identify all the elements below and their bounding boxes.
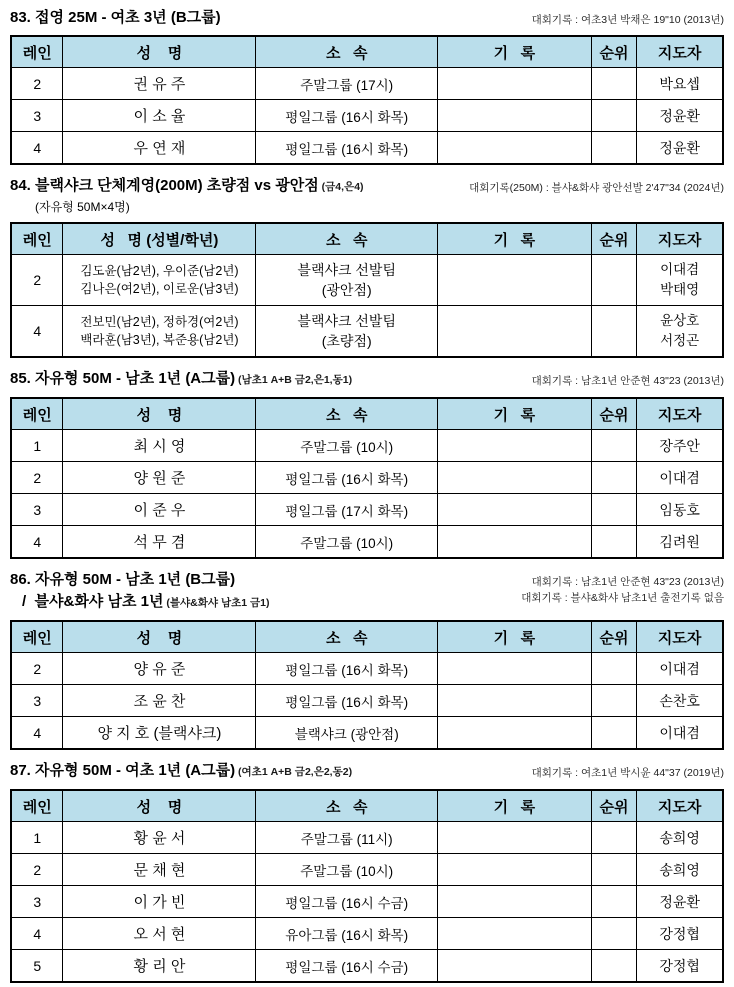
rank-cell [591, 462, 637, 494]
heat-table [10, 35, 724, 165]
column-header: 레인 [11, 223, 63, 255]
name-cell: 황 리 안 [63, 950, 256, 983]
table-row [11, 526, 723, 559]
table-head [11, 398, 723, 430]
name-cell: 김도윤(남2년), 우이준(남2년) 김나은(여2년), 이로운(남3년) [63, 255, 256, 306]
lane-cell: 2 [11, 462, 63, 494]
coach-cell: 윤상호 서정곤 [637, 306, 723, 358]
column-header: 성 명 (성별/학년) [63, 223, 256, 255]
table-head [11, 621, 723, 653]
name-cell: 황 윤 서 [63, 822, 256, 854]
lane-cell: 4 [11, 306, 63, 358]
rank-cell [591, 430, 637, 462]
start-list-page [10, 7, 724, 983]
rank-cell [591, 822, 637, 854]
record-cell [437, 854, 591, 886]
record-cell [437, 494, 591, 526]
section-header [10, 368, 724, 391]
header-row [11, 398, 723, 430]
table-body [11, 430, 723, 559]
lane-cell: 3 [11, 100, 63, 132]
event-titles [10, 175, 469, 216]
coach-cell: 장주안 [637, 430, 723, 462]
column-header: 기 록 [437, 621, 591, 653]
event-title: / 블샤&화샤 남초 1년 (블샤&화샤 남초1 금1) [22, 593, 270, 610]
record-cell [437, 653, 591, 685]
table-row [11, 822, 723, 854]
name-cell: 이 가 빈 [63, 886, 256, 918]
affiliation-cell: 주말그룹 (17시) [256, 68, 438, 100]
column-header: 소 속 [256, 790, 438, 822]
record-cell [437, 255, 591, 306]
affiliation-cell: 평일그룹 (16시 수금) [256, 886, 438, 918]
event-title: 83. 접영 25M - 여초 3년 (B그룹) [10, 9, 221, 26]
affiliation-cell: 주말그룹 (10시) [256, 854, 438, 886]
event-titles [10, 7, 532, 29]
column-header: 순위 [591, 398, 637, 430]
event-title-note: (블샤&화샤 남초1 금1) [163, 597, 270, 609]
rank-cell [591, 653, 637, 685]
coach-cell: 정윤환 [637, 132, 723, 165]
column-header: 지도자 [637, 223, 723, 255]
column-header: 기 록 [437, 36, 591, 68]
heat-table [10, 620, 724, 750]
lane-cell: 2 [11, 854, 63, 886]
coach-cell: 정윤환 [637, 886, 723, 918]
column-header: 기 록 [437, 223, 591, 255]
event-subtitle: (자유형 50M×4명) [35, 200, 130, 214]
rank-cell [591, 494, 637, 526]
header-row [11, 36, 723, 68]
record-cell [437, 100, 591, 132]
event-title-note: (여초1 A+B 금2,은2,동2) [235, 766, 353, 778]
coach-cell: 이대겸 [637, 653, 723, 685]
rank-cell [591, 685, 637, 717]
table-row [11, 100, 723, 132]
column-header: 지도자 [637, 790, 723, 822]
heat-table [10, 397, 724, 559]
table-body [11, 255, 723, 358]
column-header: 성 명 [63, 621, 256, 653]
table-head [11, 790, 723, 822]
rank-cell [591, 68, 637, 100]
rank-cell [591, 854, 637, 886]
affiliation-cell: 평일그룹 (16시 화목) [256, 132, 438, 165]
column-header: 성 명 [63, 398, 256, 430]
name-cell: 우 연 재 [63, 132, 256, 165]
name-cell: 이 소 율 [63, 100, 256, 132]
event-titles [10, 760, 532, 783]
table-body [11, 822, 723, 983]
coach-cell: 이대겸 [637, 717, 723, 750]
column-header: 순위 [591, 36, 637, 68]
coach-cell: 이대겸 박태영 [637, 255, 723, 306]
affiliation-cell: 주말그룹 (10시) [256, 430, 438, 462]
column-header: 지도자 [637, 621, 723, 653]
lane-cell: 2 [11, 255, 63, 306]
record-cell [437, 822, 591, 854]
event-title: 85. 자유형 50M - 남초 1년 (A그룹) (남초1 A+B 금2,은1,동1) [10, 370, 353, 387]
record-cell [437, 68, 591, 100]
column-header: 기 록 [437, 398, 591, 430]
event-section-84 [10, 175, 724, 358]
column-header: 레인 [11, 790, 63, 822]
affiliation-cell: 평일그룹 (16시 화목) [256, 653, 438, 685]
lane-cell: 3 [11, 886, 63, 918]
rank-cell [591, 950, 637, 983]
table-row [11, 68, 723, 100]
lane-cell: 1 [11, 822, 63, 854]
coach-cell: 강정협 [637, 918, 723, 950]
table-row [11, 653, 723, 685]
lane-cell: 2 [11, 68, 63, 100]
record-cell [437, 717, 591, 750]
event-title: 86. 자유형 50M - 남초 1년 (B그룹) [10, 571, 236, 588]
table-row [11, 462, 723, 494]
name-cell: 양 유 준 [63, 653, 256, 685]
event-title-note: (남초1 A+B 금2,은1,동1) [235, 374, 353, 386]
meet-record-text: 대회기록 : 남초1년 안준현 43"23 (2013년) 대회기록 : 블샤&화샤 남초1년 출전기록 없음 [521, 576, 724, 604]
column-header: 레인 [11, 621, 63, 653]
column-header: 지도자 [637, 398, 723, 430]
coach-cell: 정윤환 [637, 100, 723, 132]
name-cell: 전보민(남2년), 정하경(여2년) 백라훈(남3년), 복준용(남2년) [63, 306, 256, 358]
header-row [11, 621, 723, 653]
affiliation-cell: 블랙샤크 선발팀 (초량점) [256, 306, 438, 358]
lane-cell: 4 [11, 526, 63, 559]
header-row [11, 790, 723, 822]
lane-cell: 3 [11, 685, 63, 717]
lane-cell: 3 [11, 494, 63, 526]
event-titles [10, 368, 532, 391]
lane-cell: 2 [11, 653, 63, 685]
event-title-note: (금4,은4) [318, 181, 364, 193]
affiliation-cell: 주말그룹 (11시) [256, 822, 438, 854]
rank-cell [591, 255, 637, 306]
affiliation-cell: 평일그룹 (16시 화목) [256, 100, 438, 132]
affiliation-cell: 평일그룹 (16시 화목) [256, 462, 438, 494]
table-row [11, 132, 723, 165]
lane-cell: 5 [11, 950, 63, 983]
rank-cell [591, 100, 637, 132]
coach-cell: 강정협 [637, 950, 723, 983]
heat-table [10, 222, 724, 358]
section-header [10, 760, 724, 783]
column-header: 소 속 [256, 621, 438, 653]
rank-cell [591, 717, 637, 750]
table-body [11, 68, 723, 165]
table-row [11, 255, 723, 306]
name-cell: 최 시 영 [63, 430, 256, 462]
table-row [11, 854, 723, 886]
table-row [11, 494, 723, 526]
column-header: 지도자 [637, 36, 723, 68]
table-head [11, 36, 723, 68]
heat-table [10, 789, 724, 983]
meet-record-text: 대회기록 : 여초3년 박채은 19"10 (2013년) [531, 14, 724, 26]
table-body [11, 653, 723, 750]
table-row [11, 717, 723, 750]
record-cell [437, 132, 591, 165]
name-cell: 이 준 우 [63, 494, 256, 526]
affiliation-cell: 평일그룹 (16시 수금) [256, 950, 438, 983]
record-cell [437, 526, 591, 559]
table-row [11, 886, 723, 918]
event-section-86 [10, 569, 724, 750]
affiliation-cell: 평일그룹 (17시 화목) [256, 494, 438, 526]
table-row [11, 950, 723, 983]
rank-cell [591, 306, 637, 358]
event-titles [10, 569, 521, 614]
event-section-87 [10, 760, 724, 983]
rank-cell [591, 132, 637, 165]
column-header: 성 명 [63, 790, 256, 822]
rank-cell [591, 526, 637, 559]
record-cell [437, 886, 591, 918]
column-header: 레인 [11, 36, 63, 68]
table-row [11, 306, 723, 358]
meet-record-text: 대회기록 : 여초1년 박시윤 44"37 (2019년) [531, 767, 724, 779]
event-title: 87. 자유형 50M - 여초 1년 (A그룹) (여초1 A+B 금2,은2,동2) [10, 762, 353, 779]
record-cell [437, 950, 591, 983]
lane-cell: 4 [11, 132, 63, 165]
coach-cell: 김려원 [637, 526, 723, 559]
record-cell [437, 918, 591, 950]
coach-cell: 이대겸 [637, 462, 723, 494]
section-header [10, 175, 724, 216]
name-cell: 양 지 호 (블랙샤크) [63, 717, 256, 750]
section-header [10, 569, 724, 614]
header-row [11, 223, 723, 255]
coach-cell: 임동호 [637, 494, 723, 526]
table-row [11, 430, 723, 462]
rank-cell [591, 886, 637, 918]
column-header: 소 속 [256, 398, 438, 430]
name-cell: 양 원 준 [63, 462, 256, 494]
meet-record-text: 대회기록(250M) : 블샤&화샤 광안선발 2'47"34 (2024년) [469, 182, 724, 194]
event-section-83 [10, 7, 724, 165]
lane-cell: 4 [11, 717, 63, 750]
lane-cell: 1 [11, 430, 63, 462]
column-header: 소 속 [256, 223, 438, 255]
record-cell [437, 306, 591, 358]
affiliation-cell: 평일그룹 (16시 화목) [256, 685, 438, 717]
table-row [11, 918, 723, 950]
coach-cell: 박요셉 [637, 68, 723, 100]
name-cell: 권 유 주 [63, 68, 256, 100]
coach-cell: 손찬호 [637, 685, 723, 717]
affiliation-cell: 주말그룹 (10시) [256, 526, 438, 559]
affiliation-cell: 블랙샤크 선발팀 (광안점) [256, 255, 438, 306]
table-row [11, 685, 723, 717]
column-header: 순위 [591, 223, 637, 255]
table-head [11, 223, 723, 255]
record-cell [437, 462, 591, 494]
column-header: 레인 [11, 398, 63, 430]
name-cell: 문 채 현 [63, 854, 256, 886]
coach-cell: 송희영 [637, 822, 723, 854]
column-header: 순위 [591, 790, 637, 822]
affiliation-cell: 블랙샤크 (광안점) [256, 717, 438, 750]
column-header: 기 록 [437, 790, 591, 822]
coach-cell: 송희영 [637, 854, 723, 886]
column-header: 소 속 [256, 36, 438, 68]
affiliation-cell: 유아그룹 (16시 화목) [256, 918, 438, 950]
column-header: 성 명 [63, 36, 256, 68]
name-cell: 석 무 겸 [63, 526, 256, 559]
event-section-85 [10, 368, 724, 559]
meet-record-text: 대회기록 : 남초1년 안준현 43"23 (2013년) [531, 375, 724, 387]
name-cell: 오 서 현 [63, 918, 256, 950]
lane-cell: 4 [11, 918, 63, 950]
column-header: 순위 [591, 621, 637, 653]
event-title: 84. 블랙샤크 단체계영(200M) 초량점 vs 광안점 (금4,은4) [10, 177, 364, 194]
section-header [10, 7, 724, 29]
name-cell: 조 윤 찬 [63, 685, 256, 717]
rank-cell [591, 918, 637, 950]
record-cell [437, 430, 591, 462]
record-cell [437, 685, 591, 717]
